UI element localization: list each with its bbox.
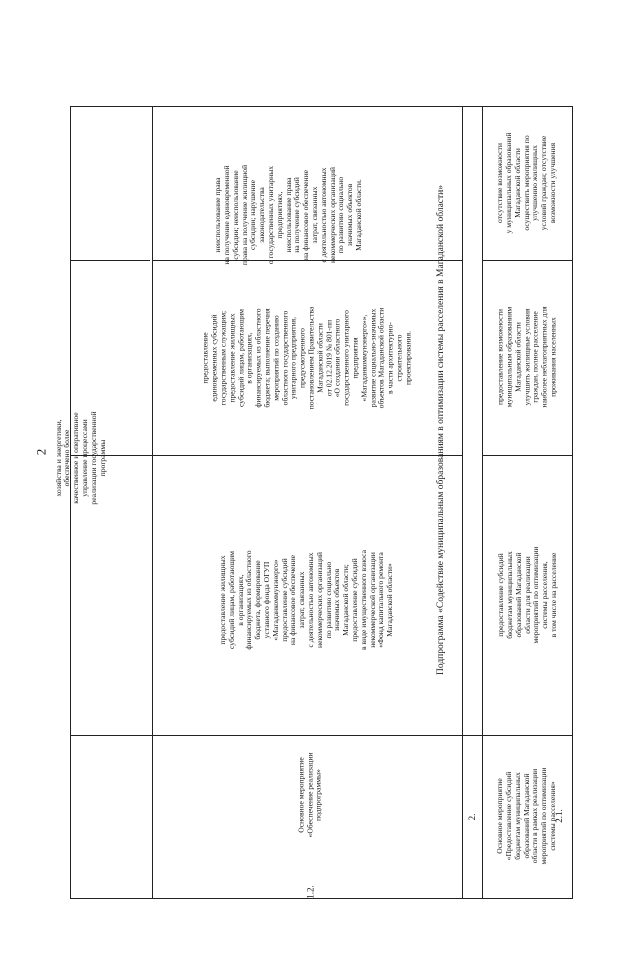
page-number: 2	[33, 448, 49, 456]
row12-name: Основное мероприятие «Обеспечение реализации подпрограммы»	[296, 752, 323, 838]
row21-col4: предоставление возможности муниципальным образованиям Магаданской области улучшить жилищные условия граждан, полное расселение наиболее неблагоприятных для проживания населенных	[495, 306, 558, 408]
row12-number: 1.2.	[305, 885, 316, 899]
row12-col5: неиспользование права на получение единовременной субсидии; неиспользование права на получение жилищной субсидии; нарушение законодательства о государственных унитарных предприятиях, неиспользование права на получение субсидий на финансовое обеспечение затрат, связанных с деятельностью автономных некоммерческих организаций по развитию социально значимых объектов Магаданской области.	[213, 164, 363, 266]
row21-col5: отсутствие возможности у муниципальных образований Магаданской области осуществить мероприятия по улучшению жилищных условий граждан; отсутствие возможности улучшения	[495, 132, 557, 234]
row21-name: Основное мероприятие «Предоставление субсидий бюджетам муниципальных образований Магаданской области в рамках реализации мероприятий по оптимизации системы расселения»	[495, 767, 557, 865]
section-title: Подпрограмма «Содействие муниципальным образованиям в оптимизации системы расселения в Магаданской области»	[435, 185, 446, 676]
row21-col3: предоставление субсидий бюджетам муниципальных образований Магаданской области для реализации мероприятий по оптимизации системы расселения, в том числе на расселение	[496, 546, 558, 644]
row12-col4: предоставление единовременных субсидий государственным служащим; предоставление жилищных субсидий лицам, работающим в организациях, финансируемых из областного бюджета; выполнение перечня мероприятий по созданию областного государственного унитарного предприятия, предусмотренного постановлением Правительства Магаданской области от 02.12.2019 № 801-пп «О создании областного государственного унитарного предприятия «Магаданкоммунэнерго»», развитие социально-значимых объектов Магаданской области в части архитектурно- строительного проектирования.	[200, 306, 413, 410]
section-number: 2.	[466, 813, 477, 821]
row21-number: 2.1.	[554, 809, 565, 823]
row1-col3: хозяйства и энергетики, обеспечено более качественное и оперативное управление процессами реализации государственной программы	[53, 411, 107, 505]
row12-col3: предоставление жилищных субсидий лицам, работающим в организациях, финансируемых из областного бюджета, формирование уставного фонда ОГУП «Магаданкоммунэнерго» предоставление субсидий на финансовое обеспечение затрат, связанных с деятельностью автономных некоммерческих организаций по развитию социально значимых объектов Магаданской области; предоставление субсидий в виде имущественного взноса некоммерческой организации «Фонд капитального ремонта Магаданской области»	[218, 550, 395, 650]
